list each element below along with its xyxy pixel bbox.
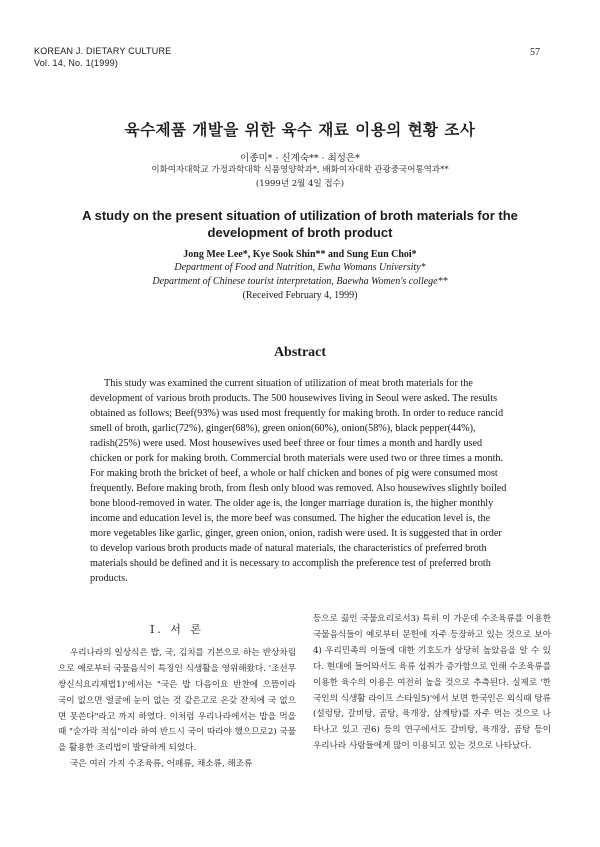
intro-paragraph-continued: 등으로 끓인 국물요리로서3) 특히 이 가운데 수조육류를 이용한 국물음식들이 예로부터 문헌에 자주 등장하고 있는 것으로 보아4) 우리민족의 이들에 대한 기호도가 상당히 높았음을 알 수 있다. 현대에 들어와서도 육류 섭취가 증가함으로 인해 수조육류를 이용한 육수의 이용은 여전히 높을 것으로 추측된다. 실제로 '한국인의 식생활 라이프 스타일5)'에서 보면 한국인은 외식때 탕류(설렁탕, 갈비탕, 곰탕, 육개장, 삼계탕)를 자주 먹는 것으로 나타나고 있고 권6) 등의 연구에서도 갈비탕, 육개장, 곰탕 등이 우리나라 사람들에게 많이 이용되고 있는 것으로 나타났다. bbox=[313, 614, 551, 752]
intro-paragraph-2: 국은 여러 가지 수조육류, 어패류, 채소류, 해조류 bbox=[70, 759, 253, 770]
body-column-left bbox=[58, 608, 296, 773]
korean-title: 육수제품 개발을 위한 육수 재료 이용의 현황 조사 bbox=[124, 121, 476, 139]
korean-authors: 이종미* · 신계숙** · 최성은* bbox=[240, 153, 360, 164]
journal-name: KOREAN J. DIETARY CULTURE bbox=[34, 46, 172, 56]
english-authors: Jong Mee Lee*, Kye Sook Shin** and Sung Eun Choi* bbox=[183, 249, 417, 260]
abstract-body: This study was examined the current situation of utilization of meat broth materials for the development of various broth products. The 500 housewives living in Seoul were asked. The results obtained as follows; Beef(93%) was used most frequently for making broth. In order to reduce rancid smell of broth, garlic(72%), ginger(68%), green onion(60%), onion(58%), black pepper(44%), radish(25%) were used. Most housewives used beef three or four times a month and hardly used chicken or pork for making broth. Commercial broth materials were used two or three times a month. For making broth the bricket of beef, a whole or half chicken and bones of pig were consumed most frequently. Before making broth, from flesh only blood was removed. Also housewives slightly boiled bone blood-removed in water. The older age is, the longer marriage duration is, the higher monthly income and education level is, the more beef was consumed. The higher the education level is, the more vegetables like garlic, ginger, green onion, onion, radish were used. It is suggested that in order to develop various broth products made of natural materials, the characteristics of preferred broth materials should be defined and it is necessary to accomplish the preference test of preferred broth products. bbox=[90, 378, 507, 584]
page-number: 57 bbox=[530, 47, 540, 58]
english-affiliation-1: Department of Food and Nutrition, Ewha Womans University* bbox=[174, 262, 426, 273]
body-column-right bbox=[313, 612, 551, 755]
journal-volume: Vol. 14, No. 1(1999) bbox=[34, 58, 119, 68]
abstract-heading: Abstract bbox=[273, 345, 327, 360]
english-received-date: (Received February 4, 1999) bbox=[242, 290, 358, 301]
journal-header bbox=[34, 45, 171, 69]
section-heading-introduction: I. 서 론 bbox=[149, 623, 205, 636]
intro-paragraph-1: 우리나라의 일상식은 밥, 국, 김치를 기본으로 하는 반상차림으로 예로부터 국물음식이 특징인 식생활을 영위해왔다. '조선무쌍신식요리제법1)'에서는 "국은 밥 다음이요 반찬에 으뜸이라 국이 없으면 얼굴에 눈이 없는 것 같은고로 온갖 잔치에 국 없으면 못쓴다"라고 까지 하였다. 이처럼 우리나라에서는 밥을 먹을 때 "숟가락 적심"이라 하여 반드시 국이 따라야 했으므로2) 국물을 활용한 조리법이 발달하게 되었다. bbox=[58, 647, 296, 754]
korean-received-date: (1999년 2월 4일 접수) bbox=[255, 179, 345, 189]
korean-affiliation: 이화여자대학교 가정과학대학 식품영양학과*, 배화여자대학 관광중국어통역과** bbox=[151, 165, 449, 175]
english-affiliation-2: Department of Chinese tourist interpretation, Baewha Women's college** bbox=[152, 276, 448, 287]
english-title: A study on the present situation of utilization of broth materials for the development of broth product bbox=[82, 208, 518, 240]
